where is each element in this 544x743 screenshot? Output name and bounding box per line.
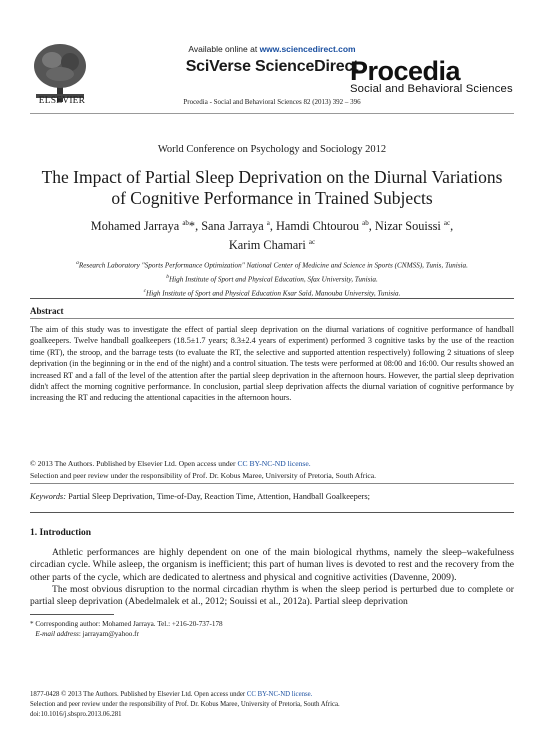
sciverse-brand: SciVerse ScienceDirect: [185, 58, 359, 75]
title-line-2: of Cognitive Performance in Trained Subjects: [111, 188, 433, 208]
corresponding-author: * Corresponding author: Mohamed Jarraya. Tel.: +216-20-737-178: [30, 620, 223, 628]
keywords-list: Partial Sleep Deprivation, Time-of-Day, Reaction Time, Attention, Handball Goalkeepers;: [65, 492, 370, 501]
introduction-body: [30, 547, 514, 608]
footer-doi[interactable]: doi:10.1016/j.sbspro.2013.06.281: [30, 711, 122, 718]
available-prefix: Available online at: [188, 44, 260, 54]
author: Sana Jarraya $^a$,: [201, 219, 277, 234]
affiliation: $^b$High Institute of Sport and Physical Education, Sfax University, Tunisia.: [166, 273, 378, 284]
page-footer: [30, 690, 340, 720]
footnote: [30, 619, 223, 639]
copyright-block: [30, 458, 514, 481]
license-link[interactable]: CC BY-NC-ND license.: [237, 459, 311, 468]
sciencedirect-link[interactable]: www.sciencedirect.com: [259, 44, 356, 54]
footer-license-link[interactable]: CC BY-NC-ND license.: [246, 691, 313, 698]
abstract-heading: Abstract: [30, 306, 64, 316]
procedia-logo-subtitle: Social and Behavioral Sciences: [350, 83, 513, 95]
footnote-rule: [30, 614, 114, 615]
footer-peer-review: Selection and peer review under the responsibility of Prof. Dr. Kobus Maree, University of Pretoria, South Africa.: [30, 701, 340, 708]
author-list: [30, 215, 514, 253]
journal-citation: Procedia - Social and Behavioral Sciences 82 (2013) 392 – 396: [183, 98, 361, 106]
title-line-1: The Impact of Partial Sleep Deprivation on the Diurnal Variations: [41, 167, 503, 187]
email-line: E-mail address: jarrayam@yahoo.fr: [35, 630, 139, 638]
author: Nizar Souissi $^{ac}$,: [374, 219, 454, 234]
footer-copyright: 1877-0428 © 2013 The Authors. Published by Elsevier Ltd. Open access under CC BY-NC-ND license.: [30, 691, 313, 698]
keywords-label: Keywords:: [30, 492, 66, 501]
copyright-line: © 2013 The Authors. Published by Elsevier Ltd. Open access under CC BY-NC-ND license.: [30, 459, 311, 468]
abstract-text: The aim of this study was to investigate the effect of partial sleep deprivation on the diurnal variations of cognitive performance of handball goalkeepers. Twelve handball goalkeepers (18.5±1.7 years; 8.3±2.4 years of experiment) performed 3 cognitive tasks by the use of the reaction time (RT), the stroop, and the barrage tests (to evaluate the RT, the selective and supported attention respectively) following 2 situations of sleep deprivation (in the beginning or in the end of the night) and a control situation. The tests were performed at 08:00 and 16:00. Our results showed an increased RT and a fall of the level of the attention after the partial sleep deprivation in the afternoon hours. However, the partial sleep deprivation didn't affect the morning cognitive performance. In conclusion, partial sleep deprivation affects the diurnal variation of cognitive performance by increasing the RT and reducing the attentional capacities in the afternoon hours.: [30, 325, 514, 403]
author: Hamdi Chtourou $^{ab}$,: [276, 219, 375, 234]
procedia-logo-title: Procedia: [350, 56, 461, 86]
paper-title: [30, 167, 514, 209]
paragraph: The most obvious disruption to the normal circadian rhythm is when the sleep period is perturbed due to complete or partial sleep deprivation (Abedelmalek et al., 2012; Souissi et al., 2012a). Partial sleep deprivation: [30, 583, 514, 608]
peer-review-line: Selection and peer review under the responsibility of Prof. Dr. Kobus Maree, University of Pretoria, South Africa.: [30, 470, 377, 480]
author: Karim Chamari $^{ac}$: [228, 238, 316, 253]
abstract-top-rule: [30, 298, 514, 299]
abstract-bottom-rule: [30, 512, 514, 513]
section-heading: 1. Introduction: [30, 528, 92, 538]
email-address[interactable]: : jarrayam@yahoo.fr: [78, 630, 139, 638]
conference-name: World Conference on Psychology and Sociology 2012: [157, 144, 387, 155]
affiliation: $^a$Research Laboratory "Sports Performance Optimization" National Center of Medicine and Science in Sports (CNMSS), Tunis, Tunisia.: [76, 260, 468, 270]
available-online-line: [0, 44, 544, 54]
paragraph: Athletic performances are highly dependent on one of the main biological rhythms, namely the sleep–wakefulness circadian cycle. While asleep, the organism is inefficient; this part of human lives is devoted to rest and the recovery from the other parts of the cycle, which are dedicated to alertness and physical and cognitive activities (Davenne, 2009).: [30, 547, 514, 583]
header-divider: [30, 113, 514, 114]
keywords-line: [30, 492, 514, 501]
keywords-top-rule: [30, 483, 514, 484]
elsevier-logo-text: ELSEVIER: [38, 96, 86, 106]
affiliation: $^c$High Institute of Sport and Physical Education Ksar Saïd, Manouba University, Tunisia.: [143, 287, 401, 298]
author: Mohamed Jarraya $^{ab}$*,: [90, 219, 202, 234]
affiliations: [30, 258, 514, 300]
abstract-heading-rule: [30, 318, 514, 319]
